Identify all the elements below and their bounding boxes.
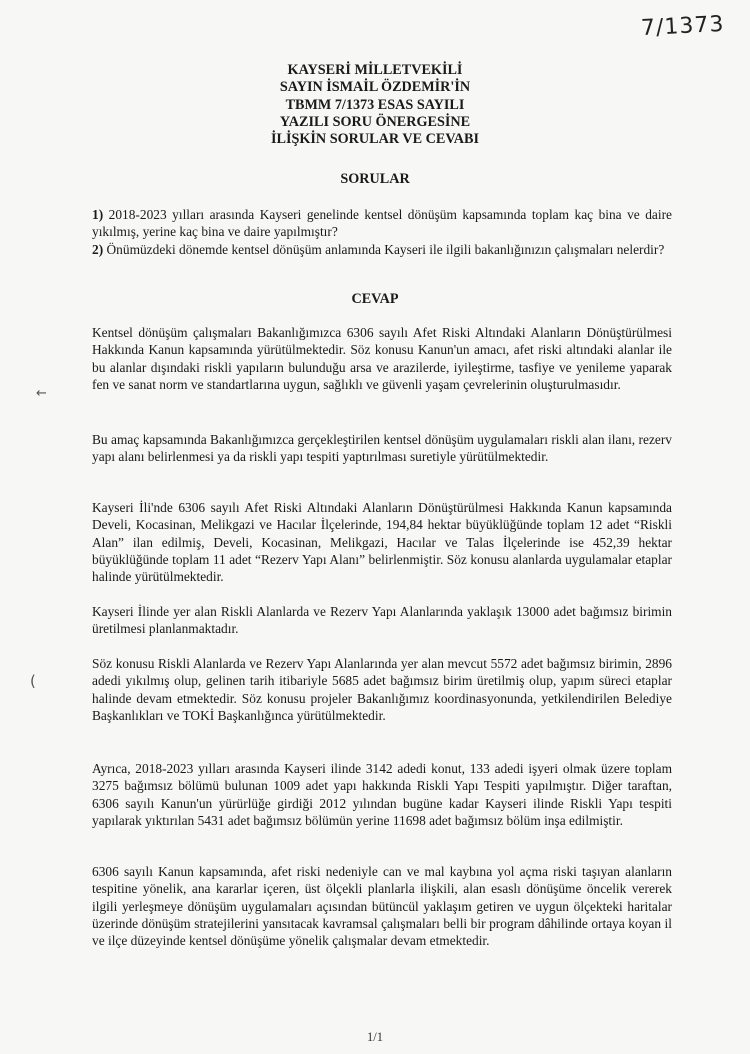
margin-arrow-mark: ← (36, 386, 47, 401)
answer-paragraph: 6306 sayılı Kanun kapsamında, afet riski nedeniyle can ve mal kaybına yol açma riski taşıyan alanların tespitine yönelik, ana kararlar içeren, üst ölçekli planlarla ilişkili, alan esaslı dönüşüme öncelik vererek ilgili yerleşmeye dönüşüm uygulamaları açısından bütüncül yaklaşım getiren ve uygun ölçekteki haritalar üzerinde dönüşüm stratejilerini yansıtacak kavramsal çalışmaları belli bir program dâhilinde ortaya koyan il ve ilçe düzeyinde kentsel dönüşüme yönelik çalışmalar devam etmektedir. (92, 864, 672, 949)
heading-line: TBMM 7/1373 ESAS SAYILI (285, 96, 465, 113)
question-text: Önümüzdeki dönemde kentsel dönüşüm anlamında Kayseri ile ilgili bakanlığınızın çalışmaları nelerdir? (103, 241, 665, 257)
margin-bracket-mark: ( (30, 672, 36, 690)
answer-paragraph: Söz konusu Riskli Alanlarda ve Rezerv Yapı Alanlarında yer alan mevcut 5572 adet bağımsız birimin, 2896 adedi yıkılmış olup, gelinen tarih itibariyle 5685 adet bağımsız birim üretilmiş olup, yapım süreci etaplar halinde devam etmektedir. Söz konusu projeler Bakanlığımız koordinasyonunda, yetkilendirilen Belediye Başkanlıkları ve TOKİ Başkanlığınca yürütülmektedir. (92, 656, 672, 723)
page-number: 1/1 (367, 1030, 383, 1044)
question-text: 2018-2023 yılları arasında Kayseri genelinde kentsel dönüşüm kapsamında toplam kaç bina ve daire yıkılmış, yerine kaç bina ve daire yapılmıştır? (92, 207, 672, 240)
questions-list (92, 206, 672, 258)
answer-paragraph: Kayseri İli'nde 6306 sayılı Afet Riski Altındaki Alanların Dönüştürülmesi Hakkında Kanun kapsamında Develi, Kocasinan, Melikgazi ve Hacılar İlçelerinde, 194,84 hektar büyüklüğünde toplam 12 adet “Riskli Alan” ilan edilmiş, Develi, Kocasinan, Melikgazi, Hacılar ve Talas İlçelerinde ise 452,39 hektar büyüklüğünde toplam 11 adet “Rezerv Yapı Alanı” belirlenmiştir. Söz konusu alanlarda uygulamalar etaplar halinde yürütülmektedir. (92, 500, 672, 585)
heading-line: YAZILI SORU ÖNERGESİNE (279, 113, 471, 130)
answer-paragraph: Kayseri İlinde yer alan Riskli Alanlarda ve Rezerv Yapı Alanlarında yaklaşık 13000 adet bağımsız birimin üretilmesi planlanmaktadır. (92, 604, 672, 637)
heading-line: SAYIN İSMAİL ÖZDEMİR'İN (279, 79, 471, 96)
answer-paragraph: Ayrıca, 2018-2023 yılları arasında Kayseri ilinde 3142 adedi konut, 133 adedi işyeri olmak üzere toplam 3275 bağımsız bölümü bulunan 1009 adet yapı hakkında Riskli Yapı Tespiti yapılmıştır. Diğer taraftan, 6306 sayılı Kanun'un yürürlüğe girdiği 2012 yılından bugüne kadar Kayseri ilinde Riskli Yapı tespiti yapılarak yıktırılan 5431 adet bağımsız bölümün yerine 11698 adet bağımsız bölüm inşa edilmiştir. (92, 761, 672, 828)
question-number: 1) (92, 207, 104, 222)
handwritten-reference-number: 7/1373 (639, 11, 725, 42)
questions-title: SORULAR (340, 171, 410, 187)
answer-title: CEVAP (351, 291, 399, 307)
heading-line: KAYSERİ MİLLETVEKİLİ (287, 62, 463, 78)
answer-paragraph: Bu amaç kapsamında Bakanlığımızca gerçekleştirilen kentsel dönüşüm uygulamaları riskli alan ilanı, rezerv yapı alanı belirlenmesi ya da riskli yapı tespiti yaptırılması suretiyle yürütülmektedir. (92, 432, 672, 465)
answer-paragraph: Kentsel dönüşüm çalışmaları Bakanlığımızca 6306 sayılı Afet Riski Altındaki Alanların Dönüştürülmesi Hakkında Kanun kapsamında yürütülmektedir. Söz konusu Kanun'un amacı, afet riski altındaki alanlar ile bu alanlar dışındaki riskli yapıların bulunduğu arsa ve arazilerde, iyileştirme, tasfiye ve yenileme yaparak fen ve sanat norm ve standartlarına uygun, sağlıklı ve güvenli yaşam çevrelerinin oluşturulmasıdır. (92, 325, 672, 392)
heading-line: İLİŞKİN SORULAR VE CEVABI (270, 131, 480, 148)
document-heading (0, 62, 750, 148)
question-item (92, 206, 672, 241)
question-number: 2) (92, 241, 104, 257)
question-item (92, 241, 672, 258)
